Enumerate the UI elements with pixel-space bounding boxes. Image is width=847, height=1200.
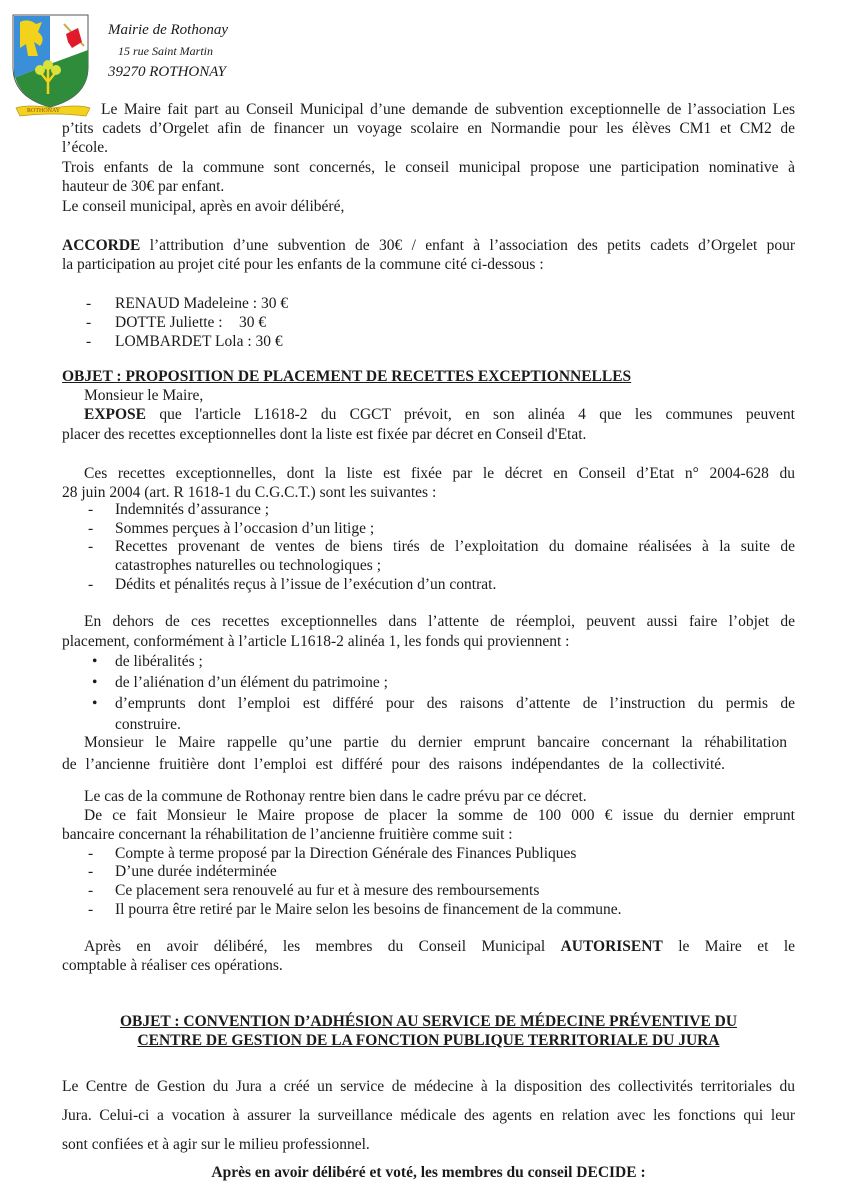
paragraph-line: p’tits cadets d’Orgelet afin de financer un voyage scolaire en Normandie pour les élèves CM1 et CM2 de <box>62 120 795 137</box>
dash-bullet: - <box>86 314 92 331</box>
paragraph-line: Monsieur le Maire rappelle qu’une partie du dernier emprunt bancaire concernant la réhabilitation <box>84 734 787 751</box>
section-heading: OBJET : PROPOSITION DE PLACEMENT DE RECETTES EXCEPTIONNELLES <box>62 368 632 385</box>
paragraph-line: Ces recettes exceptionnelles, dont la liste est fixée par le décret en Conseil d’Etat n° 2004-628 du <box>84 465 795 482</box>
paragraph-line: En dehors de ces recettes exceptionnelles dans l’attente de réemploi, peuvent aussi faire l’objet de <box>84 613 795 630</box>
salutation: Monsieur le Maire, <box>84 387 204 404</box>
expose-line <box>84 405 795 425</box>
paragraph-line: sont confiées et à agir sur le milieu professionnel. <box>62 1136 370 1153</box>
list-item: d’emprunts dont l’emploi est différé pour des raisons d’attente de l’instruction du permis de <box>115 695 795 712</box>
expose-line: placer des recettes exceptionnelles dont la liste est fixée par décret en Conseil d'Etat. <box>62 426 587 443</box>
conclusion-text: Après en avoir délibéré, les membres du Conseil Municipal <box>84 938 561 955</box>
list-item: de l’aliénation d’un élément du patrimoine ; <box>115 674 388 691</box>
dash-bullet: - <box>86 333 92 350</box>
decision-line <box>62 236 795 256</box>
mairie-city: 39270 ROTHONAY <box>108 64 226 80</box>
dash-bullet: - <box>88 538 94 555</box>
beneficiary-item <box>115 313 267 333</box>
paragraph-line: de l’ancienne fruitière dont l’emploi est différé pour des raisons indépendantes de la collectivité. <box>62 756 725 773</box>
decision-line: la participation au projet cité pour les enfants de la commune cité ci-dessous : <box>62 256 544 273</box>
list-item: Compte à terme proposé par la Direction Générale des Finances Publiques <box>115 845 577 862</box>
mairie-address: 15 rue Saint Martin <box>118 44 213 58</box>
dash-bullet: - <box>88 863 94 880</box>
paragraph-line: Trois enfants de la commune sont concernés, le conseil municipal propose une participation nominative à <box>62 159 795 176</box>
dash-bullet: - <box>88 882 94 899</box>
paragraph-line: hauteur de 30€ par enfant. <box>62 178 225 195</box>
section-heading: OBJET : CONVENTION D’ADHÉSION AU SERVICE DE MÉDECINE PRÉVENTIVE DU <box>119 1013 738 1030</box>
list-item: D’une durée indéterminée <box>115 863 277 880</box>
expose-text: que l'article L1618-2 du CGCT prévoit, en son alinéa 4 que les communes peuvent <box>146 406 795 423</box>
paragraph-line: placement, conformément à l’article L1618-2 alinéa 1, les fonds qui proviennent : <box>62 633 570 650</box>
bullet-dot: • <box>92 695 98 712</box>
list-item: Recettes provenant de ventes de biens tirés de l’exploitation du domaine réalisées à la suite de <box>115 538 795 555</box>
decision-line: Après en avoir délibéré et voté, les membres du conseil DECIDE : <box>211 1164 646 1181</box>
section-heading: CENTRE DE GESTION DE LA FONCTION PUBLIQUE TERRITORIALE DU JURA <box>137 1032 720 1049</box>
beneficiary-name: RENAUD Madeleine : <box>115 295 258 312</box>
beneficiary-amount: 30 € <box>255 333 283 350</box>
conclusion-line <box>84 937 795 957</box>
list-item: Indemnités d’assurance ; <box>115 501 270 518</box>
paragraph-line: 28 juin 2004 (art. R 1618-1 du C.G.C.T.) sont les suivantes : <box>62 484 437 501</box>
dash-bullet: - <box>88 845 94 862</box>
coat-of-arms-logo <box>8 12 98 120</box>
beneficiary-item <box>115 332 283 352</box>
list-item: Sommes perçues à l’occasion d’un litige ; <box>115 520 375 537</box>
decision-keyword: ACCORDE <box>62 237 141 254</box>
dash-bullet: - <box>88 901 94 918</box>
list-item: de libéralités ; <box>115 653 203 670</box>
bullet-dot: • <box>92 674 98 691</box>
paragraph-line: l’école. <box>62 139 109 156</box>
logo-ribbon-text: ROTHONAY <box>27 108 61 114</box>
paragraph-line: Le cas de la commune de Rothonay rentre bien dans le cadre prévu par ce décret. <box>84 788 587 805</box>
list-item: Dédits et pénalités reçus à l’issue de l’exécution d’un contrat. <box>115 576 497 593</box>
conclusion-keyword: AUTORISENT <box>560 938 663 955</box>
paragraph-line: Le Maire fait part au Conseil Municipal d’une demande de subvention exceptionnelle de l’association Les <box>101 101 795 118</box>
bullet-dot: • <box>92 653 98 670</box>
dash-bullet: - <box>88 520 94 537</box>
conclusion-text: le Maire et le <box>662 938 795 955</box>
beneficiary-amount: 30 € <box>239 314 267 331</box>
paragraph-line: Le conseil municipal, après en avoir délibéré, <box>62 198 345 215</box>
dash-bullet: - <box>88 501 94 518</box>
paragraph-line: Le Centre de Gestion du Jura a créé un service de médecine à la disposition des collectivités territoriales du <box>62 1078 795 1095</box>
expose-keyword: EXPOSE <box>84 406 147 423</box>
dash-bullet: - <box>88 576 94 593</box>
list-item: catastrophes naturelles ou technologiques ; <box>115 557 382 574</box>
dash-bullet: - <box>86 295 92 312</box>
paragraph-line: Jura. Celui-ci a vocation à assurer la surveillance médicale des agents en relation avec les fonctions qui leur <box>62 1107 795 1124</box>
beneficiary-amount: 30 € <box>260 295 289 312</box>
beneficiary-name: LOMBARDET Lola : <box>115 333 252 350</box>
conclusion-line: comptable à réaliser ces opérations. <box>62 957 283 974</box>
mairie-name: Mairie de Rothonay <box>108 22 228 38</box>
list-item: construire. <box>115 716 181 733</box>
paragraph-line: bancaire concernant la réhabilitation de l’ancienne fruitière comme suit : <box>62 826 513 843</box>
paragraph-line: De ce fait Monsieur le Maire propose de placer la somme de 100 000 € issue du dernier emprunt <box>84 807 795 824</box>
list-item: Il pourra être retiré par le Maire selon les besoins de financement de la commune. <box>115 901 622 918</box>
list-item: Ce placement sera renouvelé au fur et à mesure des remboursements <box>115 882 540 899</box>
decision-text: l’attribution d’une subvention de 30€ / enfant à l’association des petits cadets d’Orgelet pour <box>140 237 795 254</box>
beneficiary-item <box>115 294 288 314</box>
beneficiary-name: DOTTE Juliette : <box>115 314 223 331</box>
